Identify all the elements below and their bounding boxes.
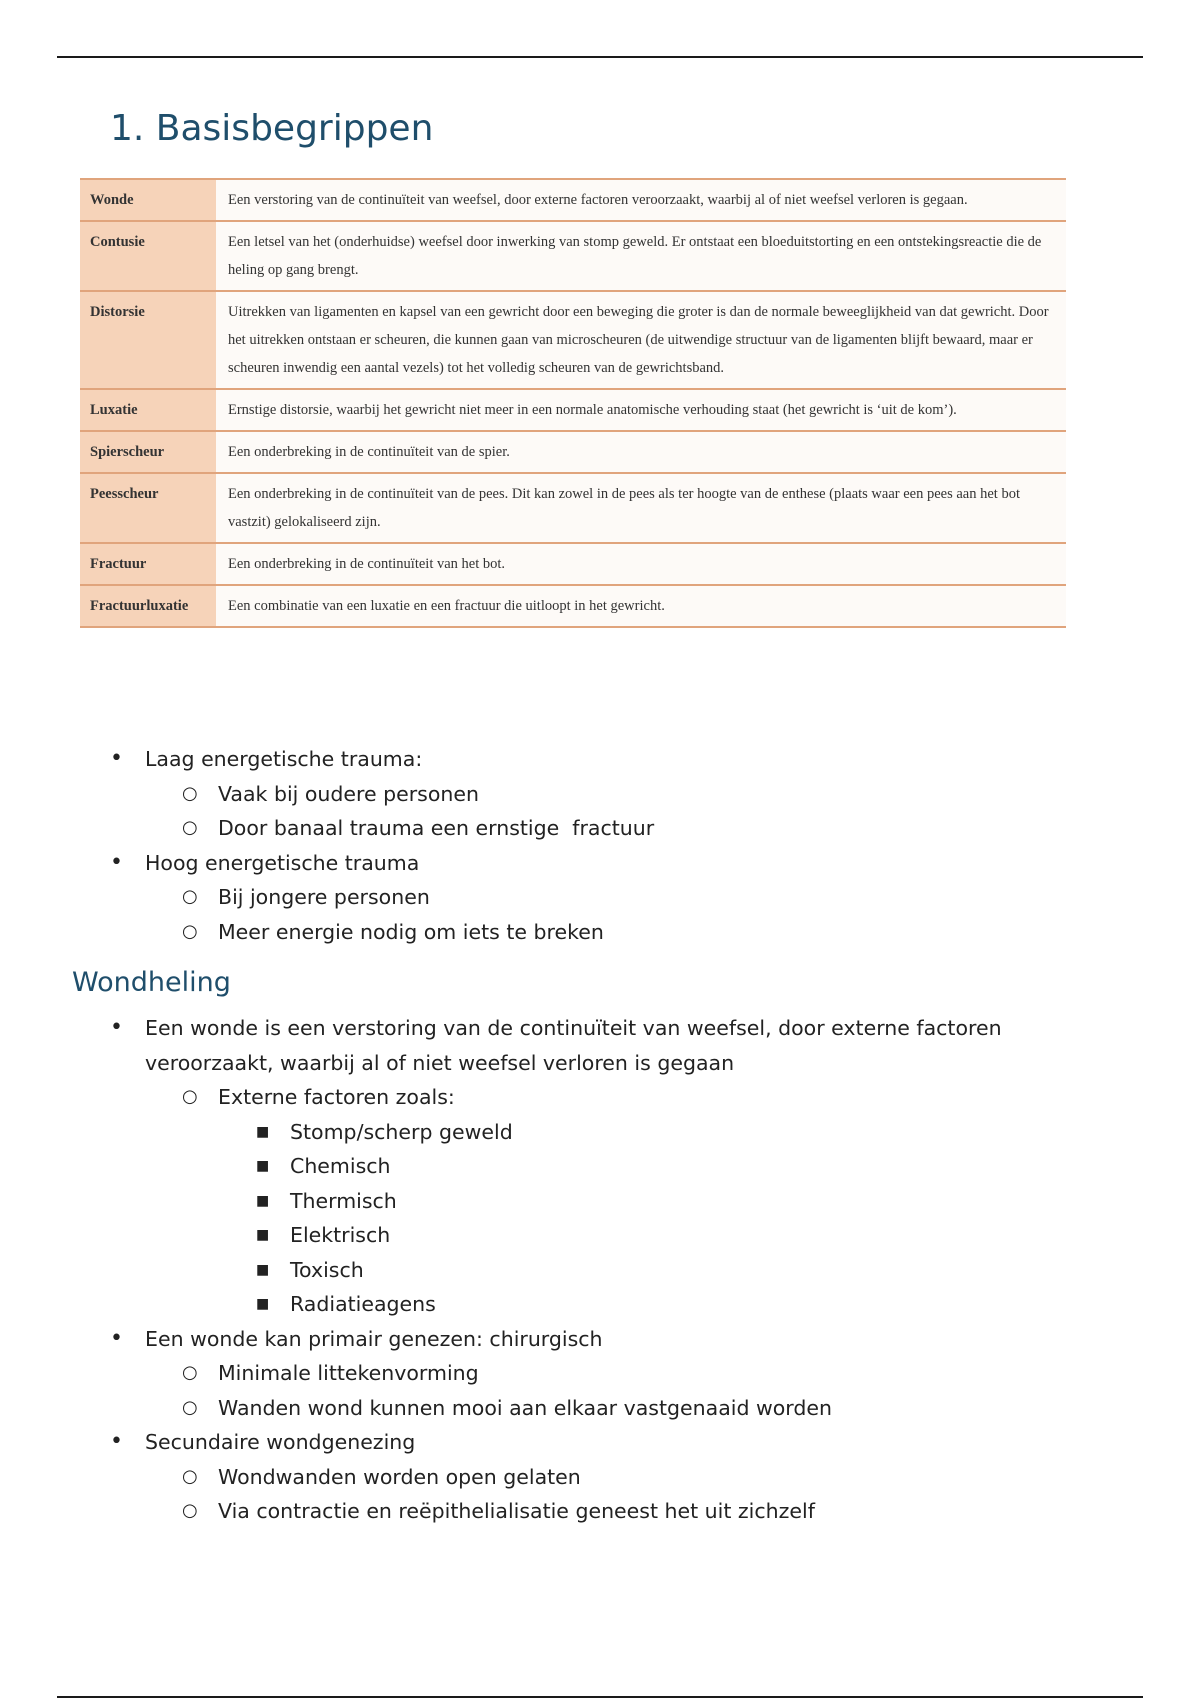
bullet-circle-icon: ○ — [182, 1396, 198, 1418]
bullet-circle-icon: ○ — [182, 886, 198, 907]
bullet-disc-icon: • — [110, 849, 123, 875]
table-row — [80, 473, 1066, 543]
list-item: ■ Chemisch — [0, 1149, 1200, 1184]
definition-cell: Uitrekken van ligamenten en kapsel van een gewricht door een beweging die groter is dan de normale beweeglijkheid van dat gewricht. Door het uitrekken ontstaan er scheuren, die kunnen gaan van microscheuren (de uitwendige structuur van de ligamenten blijft bewaard, maar er scheuren inwendig een aantal vezels) tot het volledig scheuren van de gewrichtsband. — [216, 291, 1066, 389]
bullet-square-icon: ■ — [256, 1227, 270, 1243]
table-row — [80, 389, 1066, 431]
list-item: • Hoog energetische trauma — [0, 846, 1135, 881]
bullet-square-icon: ■ — [256, 1296, 270, 1312]
list-item: ■ Toxisch — [0, 1253, 1200, 1288]
list-item: ○ Bij jongere personen — [0, 880, 1200, 915]
table-row — [80, 431, 1066, 473]
list-item: ○ Wanden wond kunnen mooi aan elkaar vastgenaaid worden — [0, 1391, 1200, 1426]
bullet-square-icon: ■ — [256, 1158, 270, 1174]
definitions-table — [80, 178, 1066, 628]
bullet-circle-icon: ○ — [182, 782, 198, 804]
term-cell: Wonde — [80, 179, 216, 221]
bullet-square-icon: ■ — [256, 1192, 270, 1209]
list-item: ■ Elektrisch — [0, 1218, 1200, 1253]
definition-cell: Ernstige distorsie, waarbij het gewricht niet meer in een normale anatomische verhouding staat (het gewricht is ‘uit de kom’). — [216, 389, 1066, 431]
bullet-disc-icon: • — [110, 1325, 123, 1351]
list-item: ■ Stomp/scherp geweld — [0, 1115, 1200, 1150]
table-row — [80, 585, 1066, 627]
list-item: • Een wonde kan primair genezen: chirurgisch — [0, 1322, 1135, 1357]
term-cell: Fractuurluxatie — [80, 585, 216, 627]
term-cell: Luxatie — [80, 389, 216, 431]
term-cell: Distorsie — [80, 291, 216, 389]
list-item: ○ Externe factoren zoals: — [0, 1080, 1200, 1115]
table-row — [80, 543, 1066, 585]
bullet-circle-icon: ○ — [182, 817, 198, 838]
term-cell: Peesscheur — [80, 473, 216, 543]
notes-section — [0, 742, 1200, 1529]
table-row — [80, 179, 1066, 221]
bullet-disc-icon: • — [110, 1429, 123, 1454]
bullet-circle-icon: ○ — [182, 1500, 198, 1521]
list-item: ○ Vaak bij oudere personen — [0, 777, 1200, 812]
bullet-circle-icon: ○ — [182, 1465, 198, 1487]
bullet-disc-icon: • — [110, 1015, 123, 1040]
definition-cell: Een onderbreking in de continuïteit van de pees. Dit kan zowel in de pees als ter hoogte van de enthese (plaats waar een pees aan het bot vastzit) gelokaliseerd zijn. — [216, 473, 1066, 543]
list-item: ○ Via contractie en reëpithelialisatie geneest het uit zichzelf — [0, 1494, 1200, 1529]
top-rule — [57, 56, 1143, 58]
term-cell: Fractuur — [80, 543, 216, 585]
bullet-circle-icon: ○ — [182, 1086, 198, 1107]
list-item: • Een wonde is een verstoring van de continuïteit van weefsel, door externe factoren veroorzaakt, waarbij al of niet weefsel verloren is gegaan — [0, 1011, 1135, 1080]
table-row — [80, 221, 1066, 291]
list-item: ■ Radiatieagens — [0, 1287, 1200, 1322]
definition-cell: Een verstoring van de continuïteit van weefsel, door externe factoren veroorzaakt, waarbij al of niet weefsel verloren is gegaan. — [216, 179, 1066, 221]
list-item: ○ Door banaal trauma een ernstige fractuur — [0, 811, 1200, 846]
list-item: ○ Minimale littekenvorming — [0, 1356, 1200, 1391]
bullet-disc-icon: • — [110, 746, 123, 771]
definition-cell: Een letsel van het (onderhuidse) weefsel door inwerking van stomp geweld. Er ontstaat een bloeduitstorting en een ontstekingsreactie die de heling op gang brengt. — [216, 221, 1066, 291]
bullet-square-icon: ■ — [256, 1261, 270, 1278]
term-cell: Spierscheur — [80, 431, 216, 473]
definition-cell: Een onderbreking in de continuïteit van het bot. — [216, 543, 1066, 585]
definition-cell: Een combinatie van een luxatie en een fractuur die uitloopt in het gewricht. — [216, 585, 1066, 627]
bullet-circle-icon: ○ — [182, 920, 198, 942]
bottom-rule — [57, 1696, 1143, 1698]
bullet-square-icon: ■ — [256, 1123, 270, 1140]
table-row — [80, 291, 1066, 389]
list-item: ○ Meer energie nodig om iets te breken — [0, 915, 1200, 950]
definition-cell: Een onderbreking in de continuïteit van de spier. — [216, 431, 1066, 473]
bullet-circle-icon: ○ — [182, 1362, 198, 1383]
page-title: 1. Basisbegrippen — [110, 108, 434, 149]
term-cell: Contusie — [80, 221, 216, 291]
list-item: ■ Thermisch — [0, 1184, 1200, 1219]
list-item: • Laag energetische trauma: — [0, 742, 1135, 777]
section-heading-wondheling: Wondheling — [72, 967, 231, 998]
list-item: • Secundaire wondgenezing — [0, 1425, 1135, 1460]
list-item: ○ Wondwanden worden open gelaten — [0, 1460, 1200, 1495]
